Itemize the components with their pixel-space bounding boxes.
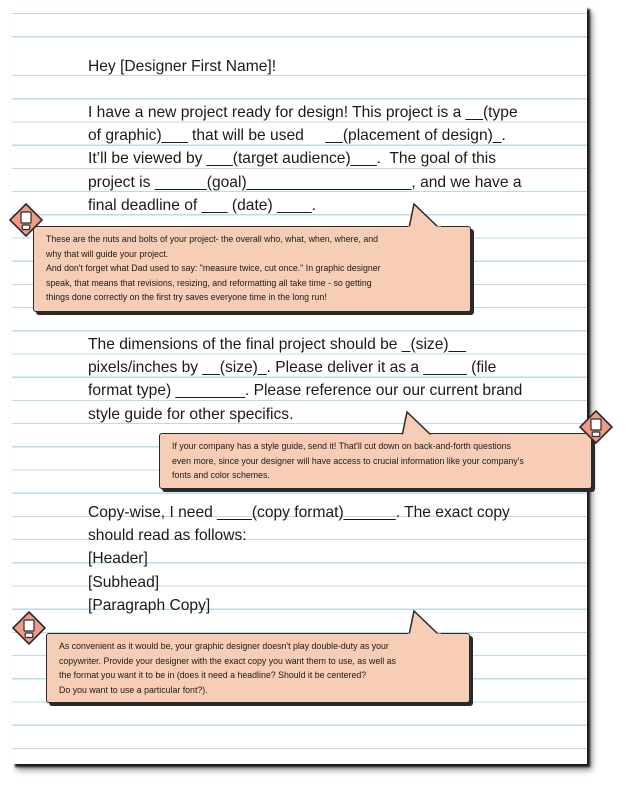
text-line: [Subhead] bbox=[88, 573, 160, 591]
warning-diamond-icon bbox=[8, 202, 44, 238]
tip-text-line: things done correctly on the first try saves everyone time in the long run! bbox=[46, 292, 327, 302]
tip-text-line: why that will guide your project. bbox=[46, 248, 169, 259]
text-line: format type) ________. Please reference our our current brand bbox=[88, 382, 523, 400]
text-line: project is ______(goal)___________________, and we have a bbox=[88, 173, 522, 191]
letter-paragraph-dimensions bbox=[88, 333, 558, 426]
tip-text-line: These are the nuts and bolts of your project- the overall who, what, when, where, and bbox=[46, 234, 379, 244]
tip-text-line: And don't forget what Dad used to say: "measure twice, cut once." In graphic designer bbox=[46, 263, 381, 273]
tip-text-line: If your company has a style guide, send it! That'll cut down on back-and-forth questions bbox=[172, 441, 511, 451]
tip-text-line: Do you want to use a particular font?). bbox=[59, 684, 208, 695]
tip-text-line: As convenient as it would be, your graphic designer doesn't play double-duty as your bbox=[59, 641, 389, 651]
text-line: of graphic)___ that will be used __(placement of design)_. bbox=[88, 127, 506, 145]
text-line: The dimensions of the final project should be _(size)__ bbox=[88, 336, 466, 353]
tip-text-line: speak, that means that revisions, resizing, and reformatting all take time - so getting bbox=[46, 277, 372, 288]
text-line: It’ll be viewed by ___(target audience)___. The goal of this bbox=[88, 150, 497, 168]
letter-greeting bbox=[88, 55, 558, 78]
text-line: style guide for other specifics. bbox=[88, 405, 294, 423]
text-line: [Paragraph Copy] bbox=[88, 596, 211, 614]
warning-diamond-icon bbox=[11, 610, 47, 646]
letter-paragraph-project bbox=[88, 101, 558, 217]
text-line: should read as follows: bbox=[88, 527, 247, 545]
tip-callout-copy bbox=[46, 633, 470, 703]
callout-tail bbox=[398, 410, 436, 438]
tip-text-line: copywriter. Provide your designer with the exact copy you want them to use, as well as bbox=[59, 655, 396, 666]
text-line: Copy-wise, I need ____(copy format)______. The exact copy bbox=[88, 504, 510, 521]
tip-text-line: even more, since your designer will have access to crucial information like your company's bbox=[172, 455, 524, 466]
text-line: pixels/inches by __(size)_. Please deliver it as a _____ (file bbox=[88, 359, 497, 377]
tip-text-line: the format you want it to be in (does it need a headline? Should it be centered? bbox=[59, 670, 367, 680]
tip-callout-style-guide bbox=[159, 433, 592, 489]
tip-text-line: fonts and color schemes. bbox=[172, 470, 270, 480]
text-line: [Header] bbox=[88, 550, 148, 568]
letter-paragraph-copy bbox=[88, 501, 558, 617]
tip-callout-project-basics bbox=[33, 226, 471, 312]
greeting-line: Hey [Designer First Name]! bbox=[88, 58, 277, 75]
warning-diamond-icon bbox=[578, 409, 614, 445]
callout-tail bbox=[405, 202, 443, 230]
text-line: I have a new project ready for design! This project is a __(type bbox=[88, 104, 518, 121]
callout-tail bbox=[405, 609, 443, 637]
text-line: final deadline of ___ (date) ____. bbox=[88, 196, 317, 214]
